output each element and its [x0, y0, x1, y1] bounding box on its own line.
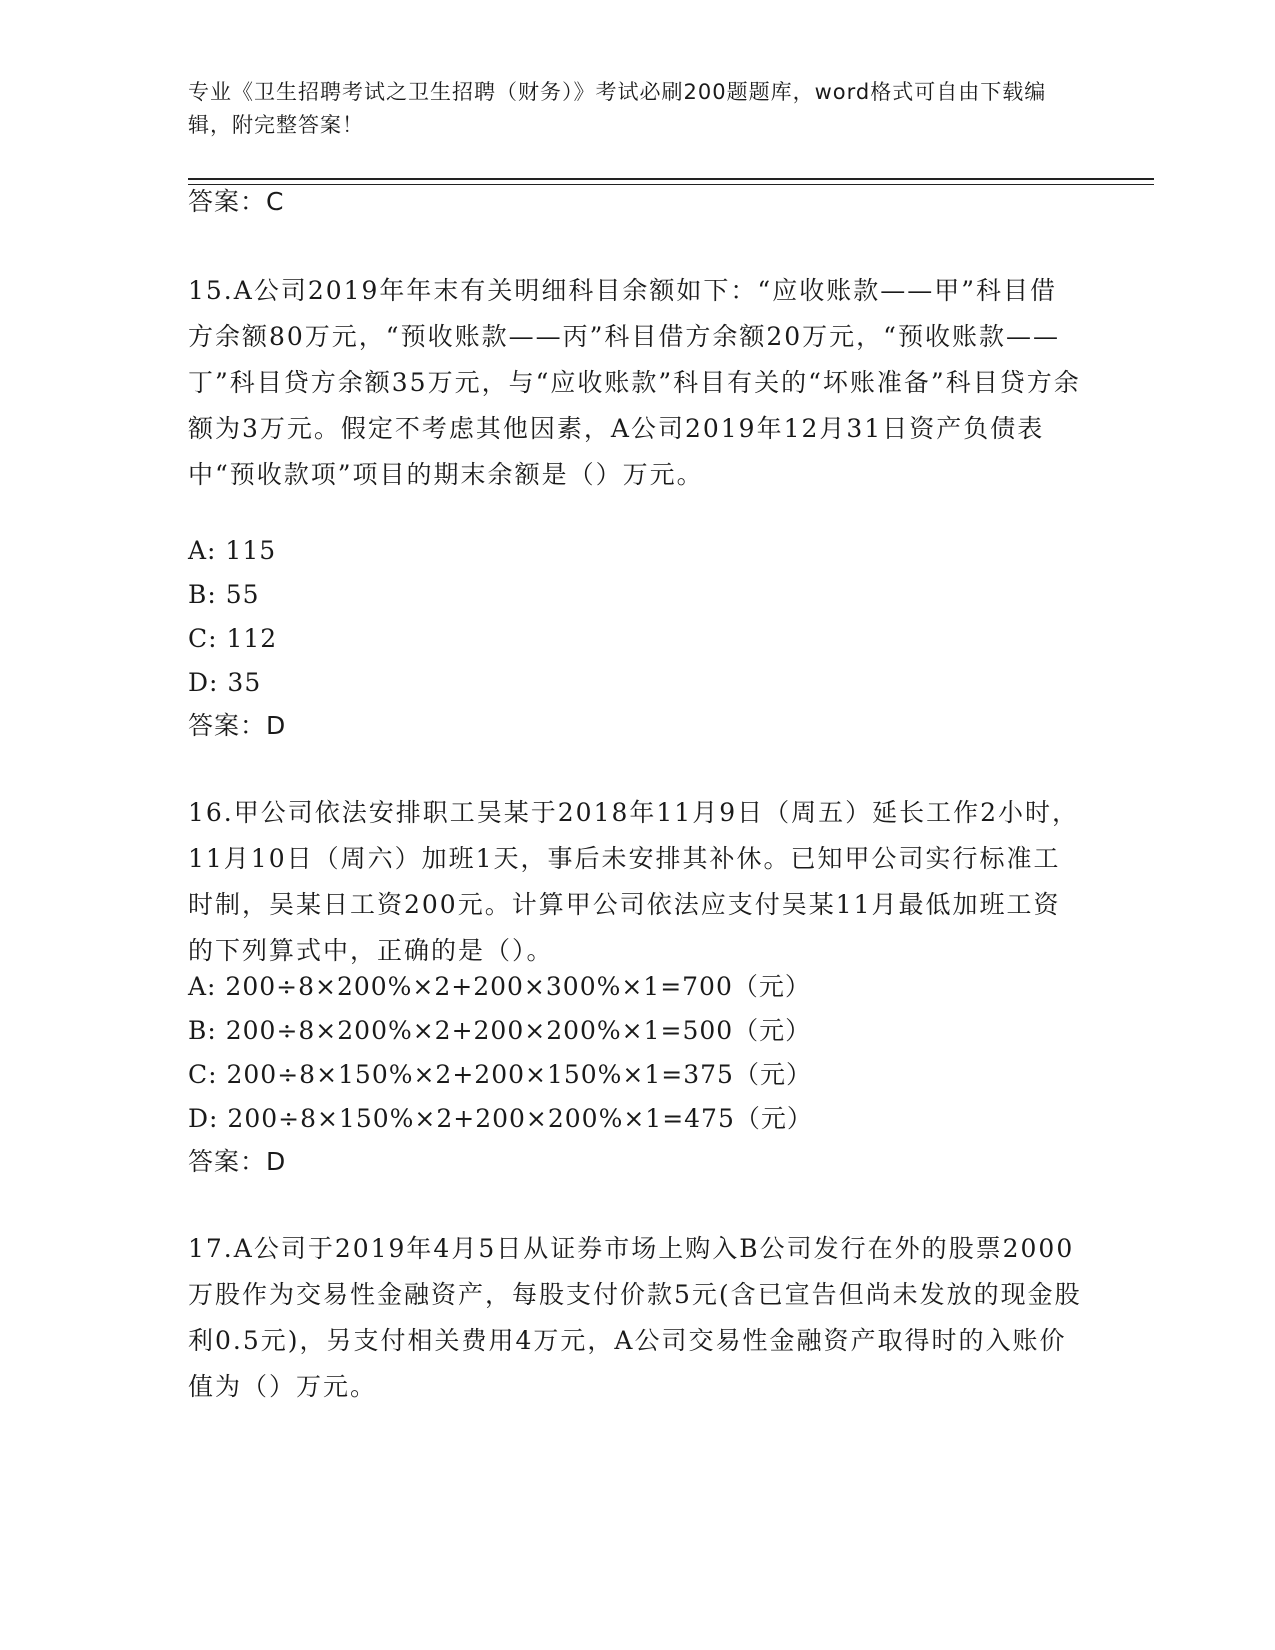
q16-option-d: D: 200÷8×150%×2+200×200%×1=475（元）	[188, 1104, 813, 1133]
q15-option-c: C: 112	[188, 624, 278, 653]
question-17: 17.A公司于2019年4月5日从证券市场上购入B公司发行在外的股票2000万股作为交易性金融资产，每股支付价款5元(含已宣告但尚未发放的现金股利0.5元)，另支付相关费用4万元，A公司交易性金融资产取得时的入账价值为（）万元。	[188, 1234, 1082, 1401]
q15-answer: 答案：D	[188, 711, 287, 740]
q16-option-b: B: 200÷8×200%×2+200×200%×1=500（元）	[188, 1016, 812, 1045]
answer-previous: 答案：C	[188, 187, 285, 216]
q15-option-d: D: 35	[188, 668, 262, 697]
q15-option-b: B: 55	[188, 580, 260, 609]
document-header: 专业《卫生招聘考试之卫生招聘（财务）》考试必刷200题题库，word格式可自由下载编辑，附完整答案！	[188, 80, 1047, 137]
q16-answer: 答案：D	[188, 1147, 287, 1176]
header-rule-thin	[188, 184, 1154, 185]
q16-option-c: C: 200÷8×150%×2+200×150%×1=375（元）	[188, 1060, 812, 1089]
q15-option-a: A: 115	[188, 536, 277, 565]
question-15: 15.A公司2019年年末有关明细科目余额如下：“应收账款——甲”科目借方余额80万元，“预收账款——丙”科目借方余额20万元，“预收账款——丁”科目贷方余额35万元，与“应收账款”科目有关的“坏账准备”科目贷方余额为3万元。假定不考虑其他因素，A公司2019年12月31日资产负债表中“预收款项”项目的期末余额是（）万元。	[188, 276, 1081, 489]
header-rule-thick	[188, 178, 1154, 180]
q16-option-a: A: 200÷8×200%×2+200×300%×1=700（元）	[188, 972, 811, 1001]
question-16: 16.甲公司依法安排职工吴某于2018年11月9日（周五）延长工作2小时，11月10日（周六）加班1天，事后未安排其补休。已知甲公司实行标准工时制，吴某日工资200元。计算甲公司依法应支付吴某11月最低加班工资的下列算式中，正确的是（）。	[188, 798, 1080, 965]
